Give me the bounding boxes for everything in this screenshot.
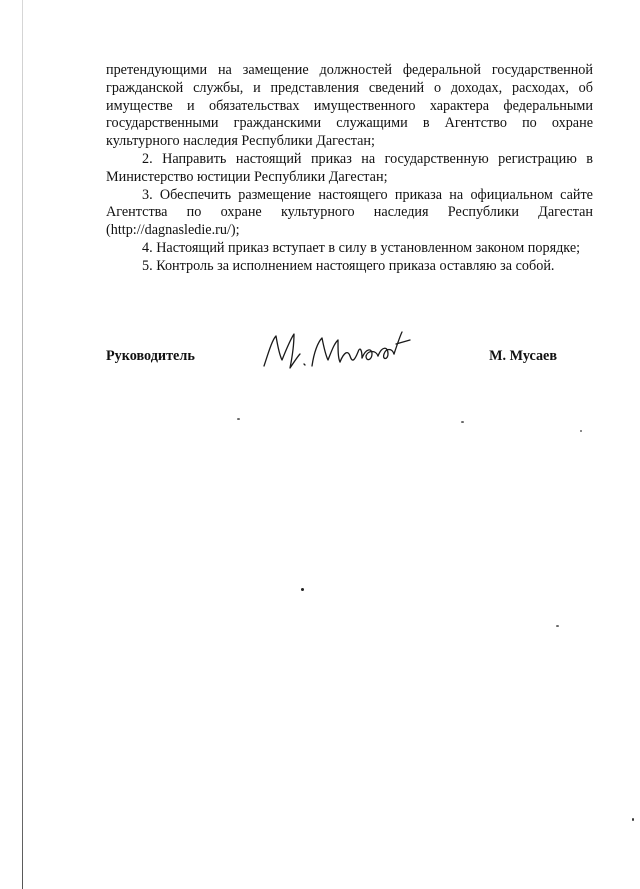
paragraph-1: претендующими на замещение должностей федеральной государственной гражданской службы, и представления сведений о доходах, расходах, об имуществе и обязательствах имущественного характера федеральными государственными гражданскими служащими в Агентство по охране культурного наследия Республики Дагестан; xyxy=(106,62,593,150)
scan-speck xyxy=(632,818,634,821)
scan-edge-line xyxy=(22,0,23,889)
paragraph-2: 2. Направить настоящий приказ на государственную регистрацию в Министерство юстиции Республики Дагестан; xyxy=(106,150,593,185)
signer-title: Руководитель xyxy=(106,348,195,364)
document-body xyxy=(106,62,593,276)
paragraph-3: 3. Обеспечить размещение настоящего приказа на официальном сайте Агентства по охране культурного наследия Республики Дагестан (http://dagnasledie.ru/); xyxy=(106,186,593,239)
paragraph-5: 5. Контроль за исполнением настоящего приказа оставляю за собой. xyxy=(142,257,555,274)
signature-block xyxy=(106,340,593,380)
paragraph-4: 4. Настоящий приказ вступает в силу в установленном законом порядке; xyxy=(142,239,581,256)
scan-speck xyxy=(301,588,304,591)
scan-speck xyxy=(461,421,464,423)
scan-speck xyxy=(580,430,582,432)
scan-speck xyxy=(556,625,559,627)
scan-speck xyxy=(237,418,240,420)
signer-name: М. Мусаев xyxy=(489,348,557,364)
handwritten-signature xyxy=(254,326,414,376)
